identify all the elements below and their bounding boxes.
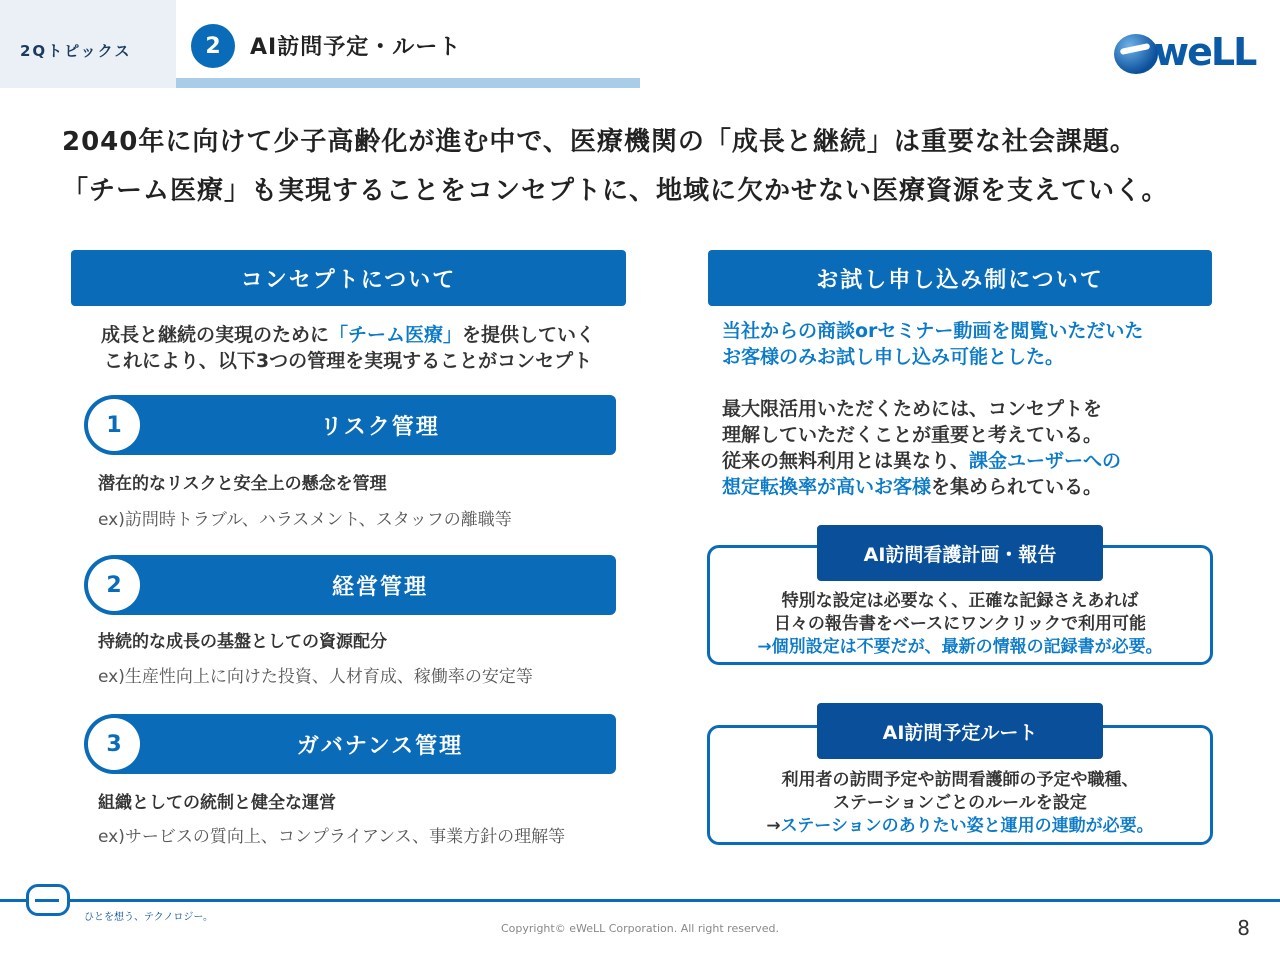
feature-line-1: 利用者の訪問予定や訪問看護師の予定や職種、 bbox=[781, 770, 1139, 790]
trial-body-text bbox=[722, 396, 1121, 500]
footer-logo-mark-icon bbox=[26, 884, 70, 916]
feature-line-3 bbox=[707, 815, 1213, 838]
trial-highlight-text bbox=[722, 318, 1143, 370]
item-label: ガバナンス管理 bbox=[296, 733, 464, 759]
trial-blue-line-2: お客様のみお試し申し込み可能とした。 bbox=[722, 346, 1065, 368]
section-label: 2Qトピックス bbox=[20, 42, 132, 60]
concept-line-1-post: を提供していく bbox=[462, 324, 596, 346]
page-number: 8 bbox=[1237, 916, 1250, 940]
item-example: ex)生産性向上に向けた投資、人材育成、稼働率の安定等 bbox=[98, 667, 533, 687]
feature-text-route bbox=[707, 769, 1213, 838]
footer-divider bbox=[0, 899, 1280, 902]
management-item-business bbox=[84, 555, 616, 615]
concept-line-1-pre: 成長と継続の実現のために bbox=[100, 324, 329, 346]
trial-blue-line-1: 当社からの商談orセミナー動画を閲覧いただいた bbox=[722, 320, 1144, 342]
concept-line-1 bbox=[72, 322, 624, 348]
feature-line-2: 日々の報告書をベースにワンクリックで利用可能 bbox=[773, 614, 1147, 634]
page-title: AI訪問予定・ルート bbox=[250, 35, 462, 60]
feature-line-2: ステーションごとのルールを設定 bbox=[833, 793, 1087, 813]
feature-text-plan-report bbox=[707, 590, 1213, 659]
feature-line-3: →個別設定は不要だが、最新の情報の記録書が必要。 bbox=[757, 637, 1163, 657]
item-description: 組織としての統制と健全な運営 bbox=[98, 793, 336, 813]
trial-body-line-3-highlight: 課金ユーザーへの bbox=[969, 450, 1122, 472]
lead-line-2: 「チーム医療」も実現することをコンセプトに、地域に欠かせない医療資源を支えていく。 bbox=[62, 176, 1169, 206]
feature-tag-plan-report: AI訪問看護計画・報告 bbox=[817, 525, 1103, 581]
item-description: 持続的な成長の基盤としての資源配分 bbox=[98, 632, 387, 652]
ewell-logo bbox=[1114, 30, 1256, 80]
item-number: 3 bbox=[88, 718, 140, 770]
trial-body-line-4-post: を集められている。 bbox=[931, 476, 1103, 498]
trial-body-line-2: 理解していただくことが重要と考えている。 bbox=[722, 424, 1103, 446]
trial-heading: お試し申し込み制について bbox=[708, 250, 1212, 306]
trial-body-line-1: 最大限活用いただくためには、コンセプトを bbox=[722, 398, 1103, 420]
item-number: 1 bbox=[88, 399, 140, 451]
concept-description bbox=[72, 322, 624, 374]
trial-body-line-4-highlight: 想定転換率が高いお客様 bbox=[722, 476, 932, 498]
concept-line-1-highlight: 「チーム医療」 bbox=[328, 324, 462, 346]
section-tab bbox=[0, 0, 176, 88]
item-label: 経営管理 bbox=[331, 574, 428, 600]
trial-body-line-3-pre: 従来の無料利用とは異なり、 bbox=[722, 450, 970, 472]
item-example: ex)訪問時トラブル、ハラスメント、スタッフの離職等 bbox=[98, 510, 512, 530]
footer-slogan: ひとを想う、テクノロジー。 bbox=[84, 912, 213, 923]
topic-number-badge: 2 bbox=[191, 24, 235, 68]
management-item-risk bbox=[84, 395, 616, 455]
lead-line-1: 2040年に向けて少子高齢化が進む中で、医療機関の「成長と継続」は重要な社会課題。 bbox=[62, 127, 1137, 157]
globe-icon bbox=[1114, 34, 1158, 74]
feature-line-1: 特別な設定は必要なく、正確な記録さえあれば bbox=[781, 591, 1139, 611]
trial-body-line-4 bbox=[722, 474, 1121, 500]
item-description: 潜在的なリスクと安全上の懸念を管理 bbox=[98, 474, 387, 494]
feature-tag-route: AI訪問予定ルート bbox=[817, 703, 1103, 759]
title-underline bbox=[176, 78, 640, 88]
concept-heading: コンセプトについて bbox=[71, 250, 626, 306]
item-number: 2 bbox=[88, 559, 140, 611]
trial-body-line-3 bbox=[722, 448, 1121, 474]
concept-line-2: これにより、以下3つの管理を実現することがコンセプト bbox=[103, 350, 593, 372]
feature-line-3-highlight: ステーションのありたい姿と運用の連動が必要。 bbox=[780, 816, 1154, 836]
copyright: Copyright© eWeLL Corporation. All right reserved. bbox=[500, 922, 780, 935]
item-label: リスク管理 bbox=[320, 414, 440, 440]
feature-line-3-pre: → bbox=[766, 816, 781, 836]
logo-wordmark: weLL bbox=[1154, 30, 1256, 74]
management-item-governance bbox=[84, 714, 616, 774]
item-example: ex)サービスの質向上、コンプライアンス、事業方針の理解等 bbox=[98, 827, 566, 847]
